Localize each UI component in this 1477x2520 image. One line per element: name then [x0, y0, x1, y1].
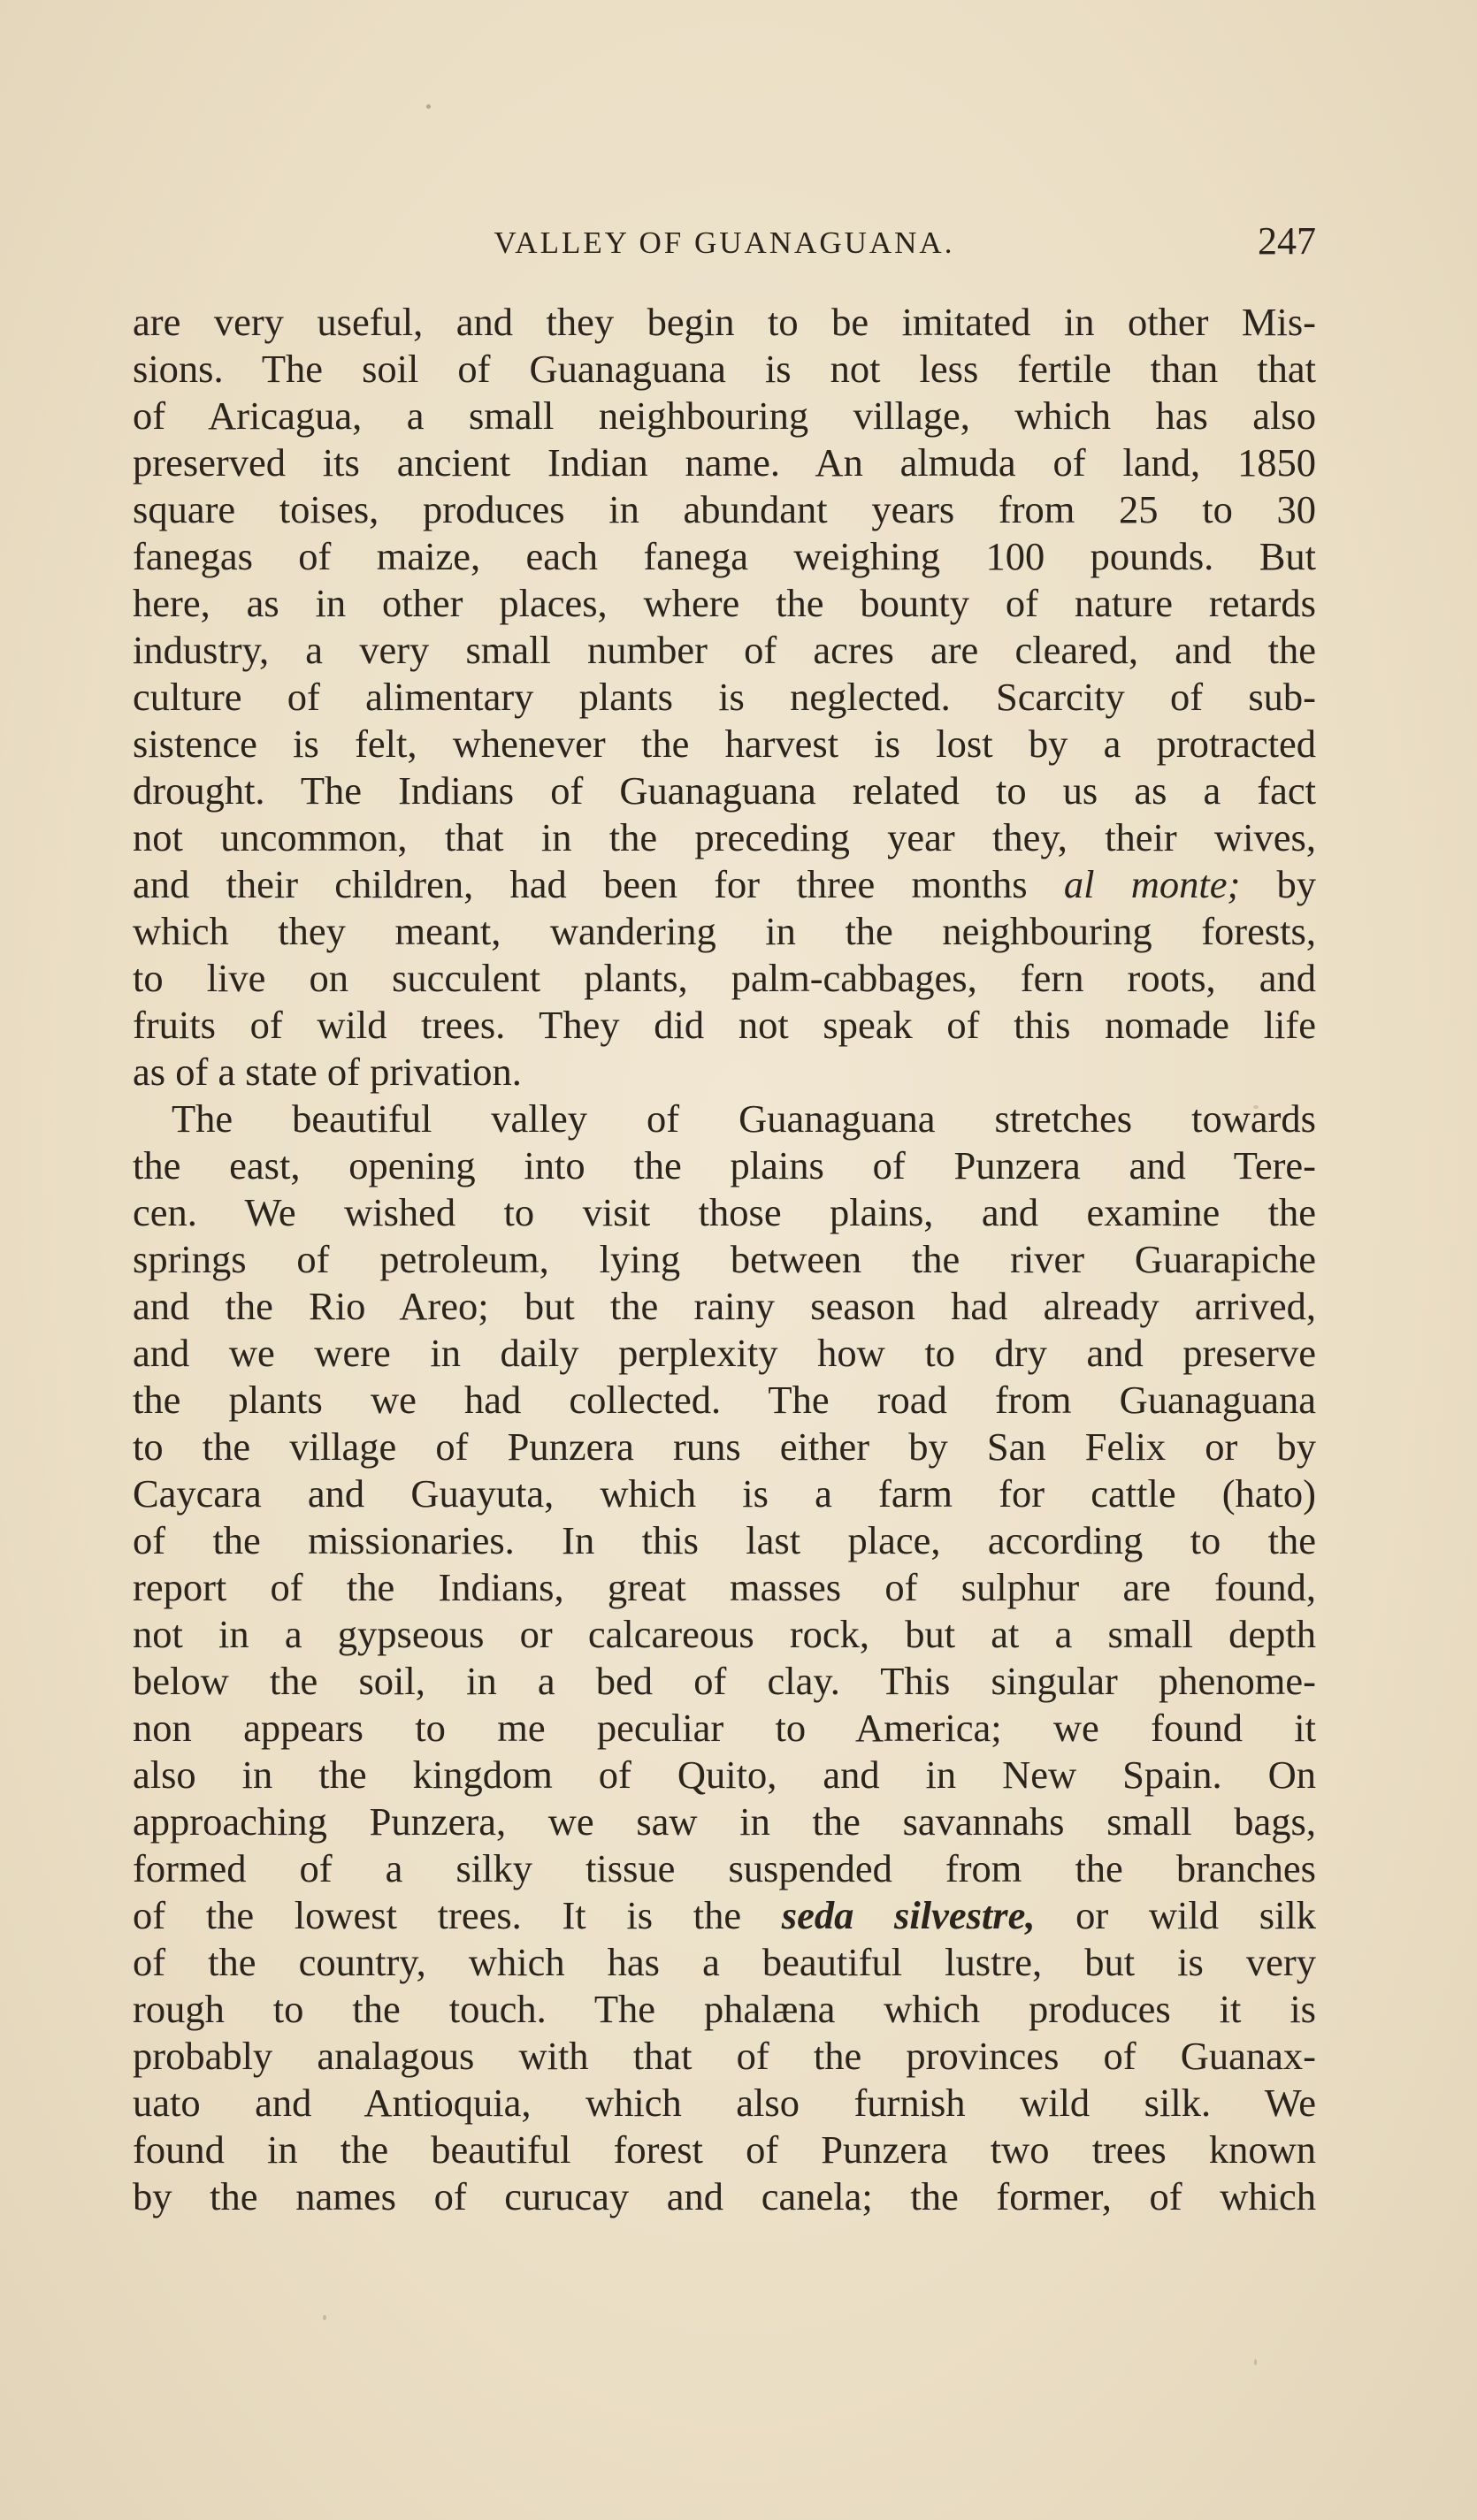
text-line: of the country, which has a beautiful lustre, but is very [133, 1940, 1316, 1984]
ink-speck [426, 104, 431, 109]
text-line: sistence is felt, whenever the harvest is lost by a protracted [133, 722, 1316, 766]
text-line: not in a gypseous or calcareous rock, but at a small depth [133, 1612, 1316, 1656]
text-line: to the village of Punzera runs either by San Felix or by [133, 1424, 1316, 1469]
text-line: are very useful, and they begin to be imitated in other Mis- [133, 300, 1316, 344]
text-line: cen. We wished to visit those plains, and examine the [133, 1190, 1316, 1234]
text-line: preserved its ancient Indian name. An almuda of land, 1850 [133, 440, 1316, 485]
line-text-tail: by [1240, 862, 1317, 906]
italic-phrase: seda silvestre, [781, 1893, 1036, 1937]
text-line: also in the kingdom of Quito, and in New Spain. On [133, 1753, 1316, 1797]
text-line: here, as in other places, where the bounty of nature retards [133, 581, 1316, 625]
text-line: formed of a silky tissue suspended from the branches [133, 1846, 1316, 1890]
text-line: the east, opening into the plains of Punzera and Tere- [133, 1143, 1316, 1187]
text-line: which they meant, wandering in the neighbouring forests, [133, 909, 1316, 953]
text-line-with-italic [133, 861, 1316, 908]
body-text [133, 299, 1316, 2220]
line-text: of the lowest trees. It is the [133, 1893, 782, 1937]
page-number: 247 [1258, 219, 1316, 263]
text-line: and we were in daily perplexity how to dry and preserve [133, 1331, 1316, 1375]
text-line: industry, a very small number of acres are cleared, and the [133, 628, 1316, 672]
italic-phrase: al monte; [1063, 862, 1241, 906]
text-line: probably analagous with that of the provinces of Guanax- [133, 2034, 1316, 2078]
line-text: and their children, had been for three months [133, 862, 1064, 906]
text-line: square toises, produces in abundant years from 25 to 30 [133, 487, 1316, 531]
text-line: the plants we had collected. The road from Guanaguana [133, 1378, 1316, 1422]
text-line: of the missionaries. In this last place, according to the [133, 1518, 1316, 1562]
text-line: not uncommon, that in the preceding year they, their wives, [133, 815, 1316, 859]
text-line: Caycara and Guayuta, which is a farm for cattle (hato) [133, 1471, 1316, 1516]
running-title: VALLEY OF GUANAGUANA. [494, 225, 955, 260]
text-line: below the soil, in a bed of clay. This singular phenome- [133, 1659, 1316, 1703]
text-line: sions. The soil of Guanaguana is not less fertile than that [133, 347, 1316, 391]
text-line: fanegas of maize, each fanega weighing 100 pounds. But [133, 534, 1316, 578]
text-line: rough to the touch. The phalæna which produces it is [133, 1987, 1316, 2031]
text-line: by the names of curucay and canela; the former, of which [133, 2174, 1316, 2218]
text-line-with-italic [133, 1892, 1316, 1939]
text-line: culture of alimentary plants is neglected. Scarcity of sub- [133, 675, 1316, 719]
text-line: approaching Punzera, we saw in the savannahs small bags, [133, 1799, 1316, 1844]
ink-speck [323, 2315, 326, 2320]
text-line: to live on succulent plants, palm-cabbages, fern roots, and [133, 956, 1316, 1000]
text-line: non appears to me peculiar to America; we found it [133, 1706, 1316, 1750]
text-line: and the Rio Areo; but the rainy season had already arrived, [133, 1284, 1316, 1328]
text-line: uato and Antioquia, which also furnish wild silk. We [133, 2081, 1316, 2125]
text-line: springs of petroleum, lying between the river Guarapiche [133, 1237, 1316, 1281]
page-header [133, 219, 1316, 279]
text-line: drought. The Indians of Guanaguana related to us as a fact [133, 768, 1316, 813]
text-line: found in the beautiful forest of Punzera two trees known [133, 2127, 1316, 2172]
ink-speck [1254, 2359, 1257, 2365]
text-line: fruits of wild trees. They did not speak of this nomade life [133, 1003, 1316, 1047]
text-line: as of a state of privation. [133, 1050, 522, 1094]
text-line: of Aricagua, a small neighbouring village, which has also [133, 393, 1316, 438]
text-line: The beautiful valley of Guanaguana stretches towards [172, 1096, 1316, 1141]
line-text-tail: or wild silk [1035, 1893, 1316, 1937]
text-line: report of the Indians, great masses of sulphur are found, [133, 1565, 1316, 1609]
